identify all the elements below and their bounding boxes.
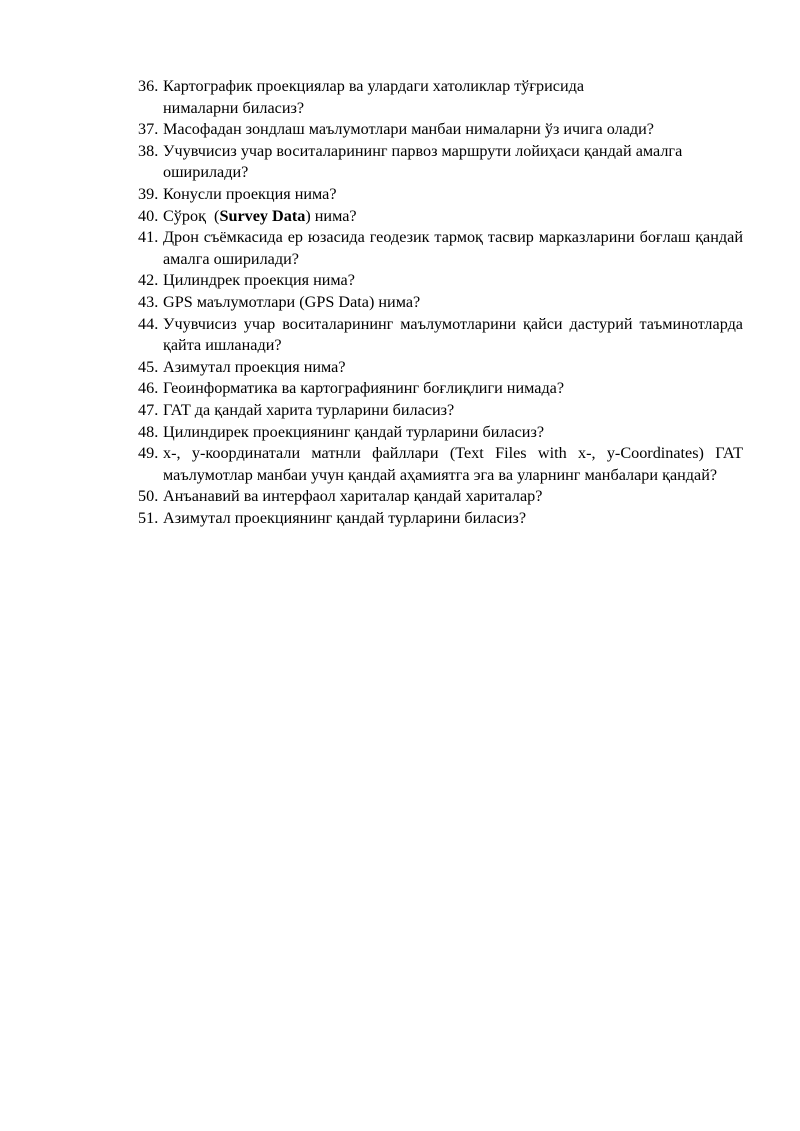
question-text: Картографик проекциялар ва улардаги хатоликлар тўғрисида нималарни биласиз?: [163, 77, 585, 117]
question-number: 47.: [138, 400, 159, 419]
question-number: 42.: [138, 271, 159, 290]
question-item: [138, 184, 743, 206]
question-text-bold: Survey Data: [219, 206, 306, 225]
question-item: [138, 141, 743, 184]
question-number: 36.: [138, 77, 159, 95]
question-item: [138, 486, 743, 508]
question-number: 43.: [138, 292, 159, 311]
question-text: Дрон съёмкасида ер юзасида геодезик тармоқ тасвир марказларини боғлаш қандай амалга оширилади?: [163, 228, 743, 268]
question-list: [138, 76, 743, 529]
question-text: Азимутал проекциянинг қандай турларини биласиз?: [163, 508, 527, 527]
question-item: [138, 422, 743, 444]
question-item: [138, 270, 743, 292]
question-text: ГАТ да қандай харита турларини биласиз?: [163, 400, 455, 419]
question-number: 40.: [138, 206, 159, 225]
question-text: GPS маълумотлари (GPS Data) нима?: [163, 292, 421, 311]
question-item: [138, 314, 743, 357]
question-item: [138, 400, 743, 422]
question-number: 46.: [138, 379, 159, 398]
question-number: 39.: [138, 184, 159, 203]
question-text: Цилиндирек проекциянинг қандай турларини биласиз?: [163, 422, 545, 441]
question-text: Геоинформатика ва картографиянинг боғлиқлиги нимада?: [163, 379, 565, 398]
question-number: 50.: [138, 487, 159, 506]
question-text: Азимутал проекция нима?: [163, 357, 346, 376]
question-item: [138, 119, 743, 141]
question-text: Учувчисиз учар воситаларининг парвоз маршрути лойиҳаси қандай амалга оширилади?: [163, 141, 683, 182]
question-text: x-, y-координатали матнли файллари (Text Files with x-, y-Coordinates) ГАТ маълумотлар манбаи учун қандай аҳамиятга эга ва уларнинг манбалари қандай?: [163, 444, 743, 484]
question-text: Конусли проекция нима?: [163, 184, 337, 203]
question-text: Масофадан зондлаш маълумотлари манбаи нималарни ўз ичига олади?: [163, 120, 654, 139]
question-number: 49.: [138, 444, 159, 463]
question-number: 48.: [138, 422, 159, 441]
question-text: [163, 206, 743, 228]
question-number: 51.: [138, 508, 159, 527]
question-item: [138, 357, 743, 379]
question-item: [138, 443, 743, 486]
question-item: [138, 206, 743, 228]
question-text: Цилиндрек проекция нима?: [163, 271, 355, 290]
question-item: [138, 508, 743, 530]
question-text-after: ) нима?: [305, 206, 357, 225]
question-number: 45.: [138, 357, 159, 376]
question-item: [138, 378, 743, 400]
question-text-before: Сўроқ (: [163, 206, 220, 225]
question-number: 44.: [138, 314, 159, 333]
question-item: [138, 227, 743, 270]
question-number: 38.: [138, 141, 159, 160]
question-number: 37.: [138, 120, 159, 139]
question-number: 41.: [138, 228, 159, 247]
question-item: [138, 292, 743, 314]
question-item: [138, 76, 743, 119]
question-text: Анъанавий ва интерфаол хариталар қандай хариталар?: [163, 487, 543, 506]
question-text: Учувчисиз учар воситаларининг маълумотларини қайси дастурий таъминотларда қайта ишланади?: [163, 314, 743, 355]
